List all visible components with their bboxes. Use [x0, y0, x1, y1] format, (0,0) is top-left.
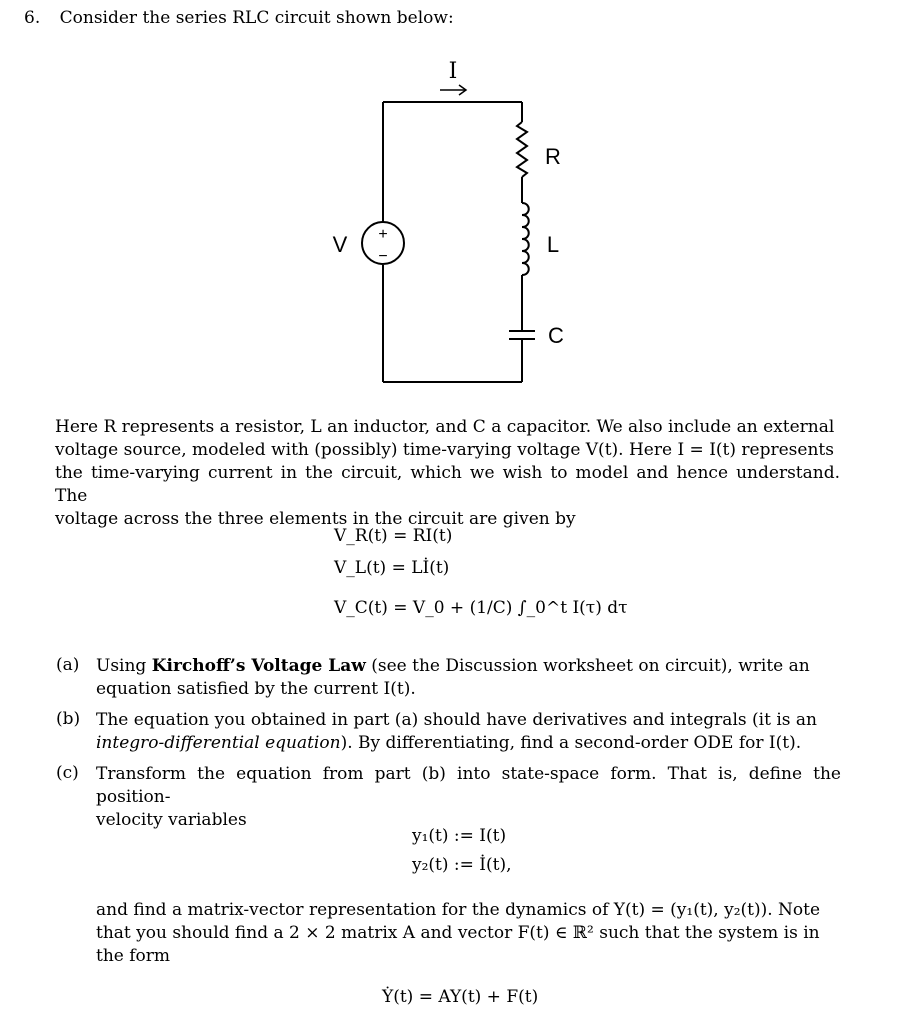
equation-y1: y₁(t) := I(t) [412, 826, 507, 846]
part-b-italic: integro-differential equation [96, 733, 341, 753]
part-b-line2: ). By differentiating, find a second-order ODE for I(t). [340, 733, 802, 753]
part-a-post2: equation satisfied by the current I(t). [96, 679, 416, 699]
state-space-equation: Ẏ(t) = AY(t) + F(t) [382, 987, 539, 1007]
closing-line-3: the form [96, 946, 171, 966]
part-b [56, 709, 841, 759]
problem-number: 6. [24, 8, 41, 28]
source-minus-sign: − [378, 248, 388, 265]
description-line-1: Here R represents a resistor, L an inductor, and C a capacitor. We also include an external [55, 417, 835, 437]
rlc-circuit-diagram [0, 0, 905, 400]
part-a-pre: Using [96, 656, 152, 676]
inductor-label: L [546, 232, 560, 257]
equation-vl: V_L(t) = Lİ(t) [334, 558, 450, 578]
source-plus-sign: + [378, 226, 388, 243]
part-b-line1: The equation you obtained in part (a) should have derivatives and integrals (it is an [96, 710, 817, 730]
part-c-line2: velocity variables [96, 810, 247, 830]
equation-y2: y₂(t) := İ(t), [412, 855, 512, 875]
description-line-2: voltage source, modeled with (possibly) time-varying voltage V(t). Here I = I(t) represents [55, 440, 834, 460]
part-c-label: (c) [56, 763, 79, 783]
part-c-line1: Transform the equation from part (b) into state-space form. That is, define the position- [96, 764, 841, 807]
problem-statement: Consider the series RLC circuit shown below: [59, 8, 454, 28]
description-line-3: the time-varying current in the circuit, which we wish to model and hence understand. The [55, 463, 840, 506]
part-c [56, 763, 841, 830]
part-a-bold: Kirchoff’s Voltage Law [151, 656, 366, 676]
part-a [56, 655, 841, 705]
part-a-label: (a) [56, 655, 80, 675]
inductor-symbol [522, 203, 529, 275]
closing-line-1: and find a matrix-vector representation for the dynamics of Y(t) = (y₁(t), y₂(t)). Note [96, 900, 821, 920]
current-label: I [448, 59, 458, 84]
closing-paragraph [96, 899, 841, 968]
resistor-label: R [545, 144, 561, 169]
closing-line-2: that you should find a 2 × 2 matrix A and vector F(t) ∈ ℝ² such that the system is in [96, 923, 820, 943]
resistor-symbol [517, 122, 527, 177]
voltage-label: V [332, 232, 348, 257]
equation-vr: V_R(t) = RI(t) [334, 526, 453, 546]
description-paragraph [55, 416, 840, 531]
capacitor-label: C [548, 323, 564, 348]
equation-vc: V_C(t) = V_0 + (1/C) ∫_0^t I(τ) dτ [334, 598, 628, 618]
part-b-label: (b) [56, 709, 81, 729]
part-a-post1: (see the Discussion worksheet on circuit), write an [365, 656, 810, 676]
description-line-4: voltage across the three elements in the circuit are given by [55, 509, 576, 529]
